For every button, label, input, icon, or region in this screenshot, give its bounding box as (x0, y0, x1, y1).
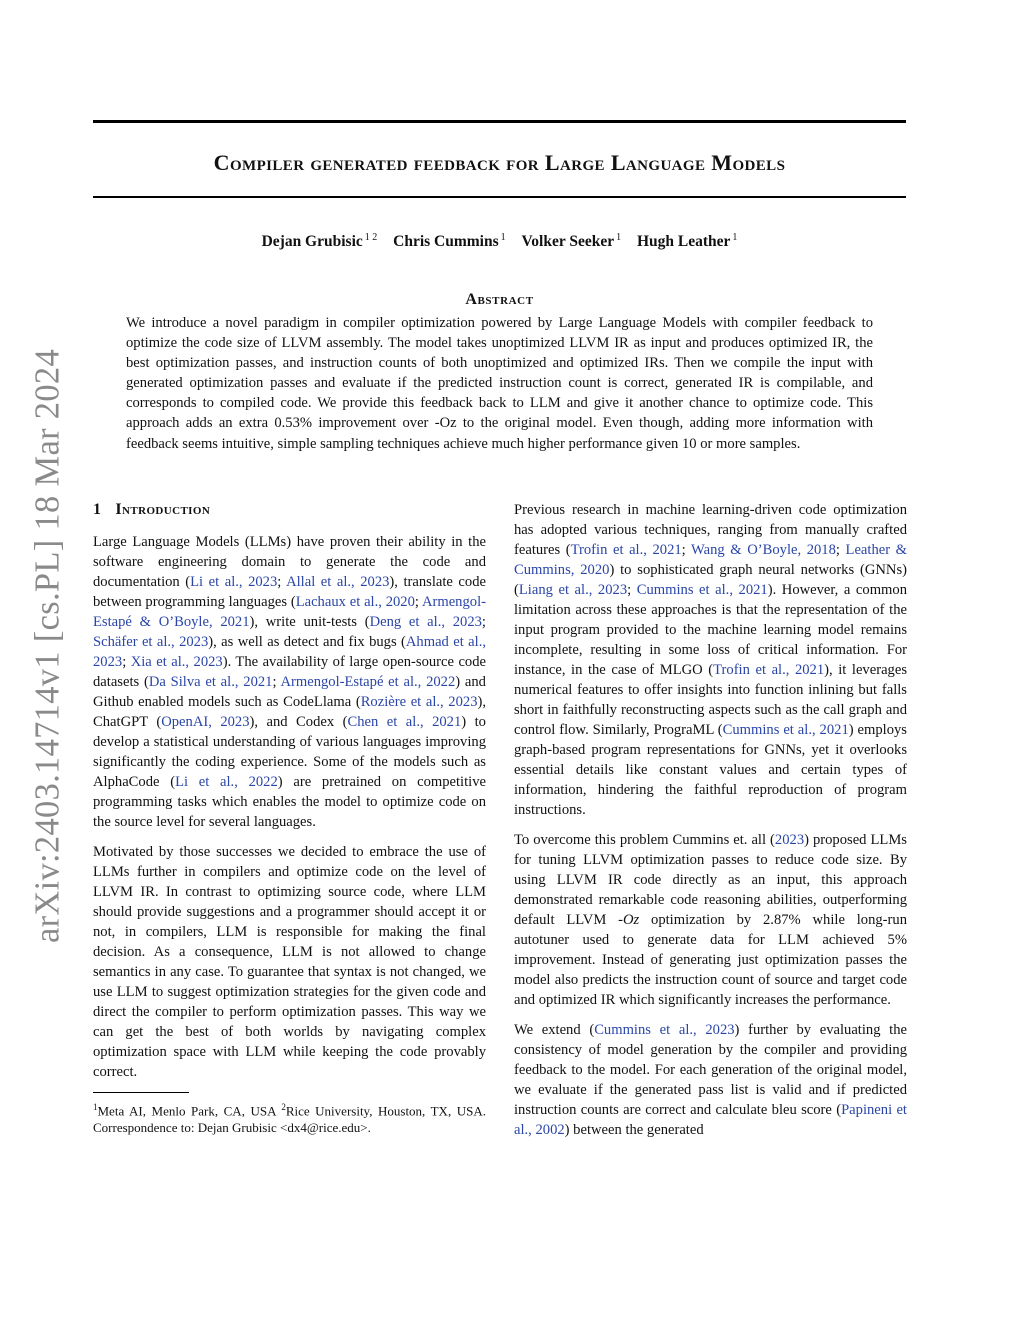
text-run: ) to develop a statistical understanding of various languages improving significantly the coding experience. Some of the models such as AlphaCode ( (93, 714, 486, 790)
intro-paragraph (93, 532, 486, 832)
citation-link[interactable]: Trofin et al., 2021 (570, 542, 682, 558)
text-run: ). The availability of large open-source code datasets ( (93, 654, 486, 690)
paper-title: Compiler generated feedback for Large Language Models (213, 150, 786, 175)
citation-link[interactable]: Chen et al., 2021 (347, 714, 462, 730)
text-run: ) and Github enabled models such as CodeLlama ( (93, 674, 486, 710)
text-run: ; (627, 582, 637, 598)
intro-paragraph (514, 1020, 907, 1140)
arxiv-stamp: arXiv:2403.14714v1 [cs.PL] 18 Mar 2024 (28, 349, 67, 943)
text-run: To overcome this problem Cummins et. all ( (514, 832, 775, 848)
citation-link[interactable]: 2023 (774, 832, 805, 848)
citation-link[interactable]: Da Silva et al., 2021 (148, 674, 273, 690)
right-column (514, 500, 907, 1150)
citation-link[interactable]: Leather & Cummins, 2020 (514, 542, 908, 578)
citation-link[interactable]: Trofin et al., 2021 (713, 662, 825, 678)
citation-link[interactable]: Cummins et al., 2021 (722, 722, 849, 738)
text-run: ), translate code between programming languages ( (93, 574, 486, 610)
abstract-heading: Abstract (465, 291, 534, 308)
text-run: ; (481, 614, 486, 630)
text-run: optimization by 2.87% while long-run autotuner used to generate data for LLM achieved 5% improvement. Instead of generating just optimization passes the model also predicts the instruction count of source and target code and optimized IR which significantly increases the performance. (514, 912, 907, 1008)
text-run: ) employs graph-based program representations for GNNs, yet it overlooks essential details like constant values and certain types of information, hindering the faithful reproduction of program instructions. (514, 722, 907, 818)
text-run: Large Language Models (LLMs) have proven their ability in the software engineering domain to generate the code and documentation ( (93, 534, 486, 590)
citation-link[interactable]: OpenAI, 2023 (161, 714, 250, 730)
citation-link[interactable]: Schäfer et al., 2023 (93, 634, 209, 650)
citation-link[interactable]: Ahmad et al., 2023 (93, 634, 486, 670)
text-run: ), it leverages numerical features to offer insights into function inlining but falls short in faithfully reconstructing aspects such as the call graph and control flow. Similarly, PrograML ( (514, 662, 908, 738)
citation-link[interactable]: Lachaux et al., 2020 (295, 594, 415, 610)
intro-paragraph (514, 830, 907, 1010)
citation-link[interactable]: Wang & O’Boyle, 2018 (691, 542, 836, 558)
author: Hugh Leather $^1$ (636, 232, 738, 251)
text-run: ) proposed LLMs for tuning LLVM optimization passes to reduce code size. By using LLVM IR code directly as an input, this approach demonstrated remarkable code reasoning abilities, outperforming default LLVM (514, 832, 907, 928)
intro-paragraph (514, 500, 907, 820)
section-heading: 1 Introduction (93, 501, 211, 518)
text-run: ; (414, 594, 422, 610)
abstract-body: We introduce a novel paradigm in compiler optimization powered by Large Language Models with compiler feedback to optimize the code size of LLVM assembly. The model takes unoptimized LLVM IR as input and produces optimized IR, the best optimization passes, and instruction counts of both unoptimized and optimized IRs. Then we compile the input with generated optimization passes and evaluate if the predicted instruction count is correct, generated IR is compilable, and corresponds to compiled code. We provide this feedback back to LLM and give it another chance to optimize code. This approach adds an extra 0.53% improvement over -Oz to the original model. Even though, adding more information with feedback seems intuitive, simple sampling techniques achieve much higher performance given 10 or more samples. (126, 315, 873, 452)
citation-link[interactable]: Xia et al., 2023 (130, 654, 223, 670)
citation-link[interactable]: Allal et al., 2023 (286, 574, 390, 590)
citation-link[interactable]: Li et al., 2022 (175, 774, 278, 790)
italic-text: -Oz (618, 912, 640, 928)
text-run: We extend ( (514, 1022, 595, 1038)
footnote-rule (93, 1092, 189, 1093)
text-run: ), ChatGPT ( (93, 694, 487, 730)
left-column (93, 500, 486, 1136)
text-run: ; (122, 654, 131, 670)
citation-link[interactable]: Li et al., 2023 (190, 574, 278, 590)
text-run: ) to sophisticated graph neural networks (GNNs) ( (514, 562, 908, 598)
text-run: ; (272, 674, 281, 690)
text-run: ), and Codex ( (249, 714, 348, 730)
text-run: ) are pretrained on competitive programming tasks which enables the model to optimize code on the source level for several languages. (93, 774, 486, 830)
citation-link[interactable]: Armengol-Estapé & O’Boyle, 2021 (93, 594, 486, 630)
text-run: ; (681, 542, 692, 558)
citation-link[interactable]: Armengol-Estapé et al., 2022 (280, 674, 456, 690)
author: Volker Seeker $^1$ (521, 232, 622, 251)
text-run: Previous research in machine learning-driven code optimization has adopted various techniques, ranging from manually crafted features ( (514, 502, 907, 558)
text-run: ), as well as detect and fix bugs ( (208, 634, 406, 650)
text-run: ; (277, 574, 287, 590)
citation-link[interactable]: Cummins et al., 2021 (636, 582, 768, 598)
citation-link[interactable]: Rozière et al., 2023 (360, 694, 478, 710)
author: Dejan Grubisic $^{1 2}$ (261, 232, 378, 251)
citation-link[interactable]: Liang et al., 2023 (518, 582, 628, 598)
citation-link[interactable]: Deng et al., 2023 (369, 614, 482, 630)
text-run: ), write unit-tests ( (249, 614, 370, 630)
title-rule-bottom (93, 196, 906, 198)
text-run: ) further by evaluating the consistency of model generation by the compiler and providing feedback to the model. For each generation of the original model, we evaluate if the generated pass list is valid and if predicted instruction counts are correct and calculate bleu score ( (514, 1022, 908, 1118)
footnote: $^1$Meta AI, Menlo Park, CA, USA $^2$Rice University, Houston, TX, USA. Correspondence to: Dejan Grubisic <dx4@rice.edu>. (93, 1102, 486, 1136)
author: Chris Cummins $^1$ (393, 232, 506, 251)
author-list (93, 232, 906, 251)
citation-link[interactable]: Papineni et al., 2002 (514, 1102, 907, 1138)
text-run: ) between the generated (564, 1122, 704, 1138)
intro-paragraph: Motivated by those successes we decided to embrace the use of LLMs further in compilers and optimize code on the level of LLVM IR. In contrast to optimizing source code, where LLM should provide suggestions and a programmer should accept it or not, in compilers, LLM is responsible for making the final decision. As a consequence, LLM is not allowed to change semantics in any case. To guarantee that syntax is not changed, we use LLM to suggest optimization strategies for the given code and direct the compiler to perform optimization passes. This way we can get the best of both worlds by navigating complex optimization space with LLM while keeping the code provably correct. (93, 844, 486, 1080)
text-run: ). However, a common limitation across these approaches is that the representation of the input program provided to the machine learning model remains incomplete, resulting in some loss of critical information. For instance, in the case of MLGO ( (514, 582, 907, 678)
title-rule-top (93, 120, 906, 123)
text-run: ; (835, 542, 846, 558)
citation-link[interactable]: Cummins et al., 2023 (594, 1022, 735, 1038)
